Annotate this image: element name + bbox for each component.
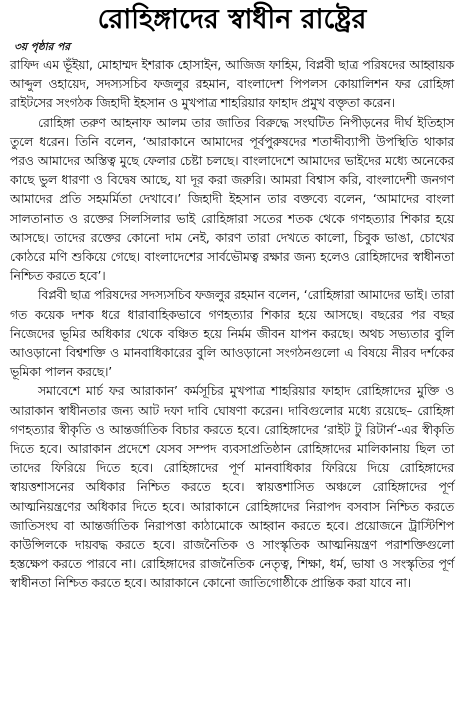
- article-paragraph-2: রোহিঙ্গা তরুণ আহনাফ আলম তার জাতির বিরুদ্ধে সংঘটিত নিপীড়নের দীর্ঘ ইতিহাস তুলে ধরেন। তিনি বলেন, ‘আরাকানে আমাদের পূর্বপুরুষদের শতাব্দীব্যাপী উপস্থিতি থাকার পরও আমাদের অস্তিত্ব মুছে ফেলার চেষ্টা চলছে। বাংলাদেশে আমাদের ভাইদের মধ্যে অনেকের কাছে ভুল ধারণা ও বিদ্বেষ আছে, যা দূর করা জরুরি। আমরা বিশ্বাস করি, বাংলাদেশী জনগণ আমাদের প্রতি সহমর্মিতা দেখাবে।’ জিহাদী ইহসান তার বক্তব্যে বলেন, ‘আমাদের বাংলা সালতানাত ও রক্তের সিলসিলার ভাই রোহিঙ্গারা সতের শতক থেকে গণহত্যার শিকার হয়ে আসছে। তাদের রক্তের কোনো দাম নেই, কারণ তারা দেখতে কালো, চিবুক ভাঙা, চোখের কোঠরে মণি শুকিয়ে গেছে। বাংলাদেশের সার্বভৌমত্ব রক্ষার জন্য হলেও রোহিঙ্গাদের স্বাধীনতা নিশ্চিত করতে হবে’।: [10, 115, 454, 284]
- article-paragraph-4: সমাবেশে মার্চ ফর আরাকান’ কর্মসূচির মুখপাত্র শাহরিয়ার ফাহাদ রোহিঙ্গাদের মুক্তি ও আরাকান স্বাধীনতার জন্য আট দফা দাবি ঘোষণা করেন। দাবিগুলোর মধ্যে রয়েছে– রোহিঙ্গা গণহত্যার স্বীকৃতি ও আন্তর্জাতিক বিচার করতে হবে। রোহিঙ্গাদের ‘রাইট টু রিটার্ন’-এর স্বীকৃতি দিতে হবে। আরাকান প্রদেশে যেসব সম্পদ ব্যবসাপ্রতিষ্ঠান রোহিঙ্গাদের মালিকানায় ছিল তা তাদের ফিরিয়ে দিতে হবে। রোহিঙ্গাদের পূর্ণ মানবাধিকার ফিরিয়ে দিয়ে রোহিঙ্গাদের স্বায়ত্তশাসনের অধিকার নিশ্চিত করতে হবে। স্বায়ত্তশাসিত অঞ্চলে রোহিঙ্গাদের পূর্ণ আত্মনিয়ন্ত্রণের অধিকার দিতে হবে। আরাকানে রোহিঙ্গাদের নিরাপদ বসবাস নিশ্চিত করতে জাতিসংঘ বা আন্তর্জাতিক নিরাপত্তা কাঠামোকে আহ্বান করতে হবে। প্রয়োজনে ট্রাস্টিশিপ কাউন্সিলকে দায়বদ্ধ করতে হবে। রাজনৈতিক ও সাংস্কৃতিক আত্মনিয়ন্ত্রণ পরাশক্তিগুলো হস্তক্ষেপ করতে পারবে না। রোহিঙ্গাদের রাজনৈতিক নেতৃত্ব, শিক্ষা, ধর্ম, ভাষা ও সংস্কৃতির পূর্ণ স্বাধীনতা নিশ্চিত করতে হবে। আরাকানে কোনো জাতিগোষ্ঠীকে প্রান্তিক করা যাবে না।: [10, 384, 454, 591]
- news-clipping: [0, 2, 464, 705]
- article-paragraph-1: রাফিদ এম ভূঁইয়া, মোহাম্মদ ইশরাক হোসাইন, আজিজ ফাহিম, বিপ্লবী ছাত্র পরিষদের আহ্বায়ক আব্দুল ওহায়েদ, সদস্যসচিব ফজলুর রহমান, বাংলাদেশ পিপলস কোয়ালিশন ফর রোহিঙ্গা রাইটসের সংগঠক জিহাদী ইহসান ও মুখপাত্র শাহরিয়ার ফাহাদ প্রমুখ বক্তৃতা করেন।: [10, 58, 454, 111]
- article-headline: রোহিঙ্গাদের স্বাধীন রাষ্ট্রের: [97, 4, 367, 35]
- continued-from-label: ৩য় পৃষ্ঠার পর: [14, 41, 71, 53]
- article-paragraph-3: বিপ্লবী ছাত্র পরিষদের সদস্যসচিব ফজলুর রহমান বলেন, ‘রোহিঙ্গারা আমাদের ভাই। তারা গত কয়েক দশক ধরে ধারাবাহিকভাবে গণহত্যার শিকার হয়ে আসছে। বছরের পর বছর নিজেদের ভূমির অধিকার থেকে বঞ্চিত হয়ে নির্মম জীবন যাপন করছে। অথচ সভ্যতার বুলি আওড়ানো বিশ্বশক্তি ও মানবাধিকারের বুলি আওড়ানো সংগঠনগুলো এ বিষয়ে নীরব দর্শকের ভূমিকা পালন করছে।’: [10, 288, 454, 380]
